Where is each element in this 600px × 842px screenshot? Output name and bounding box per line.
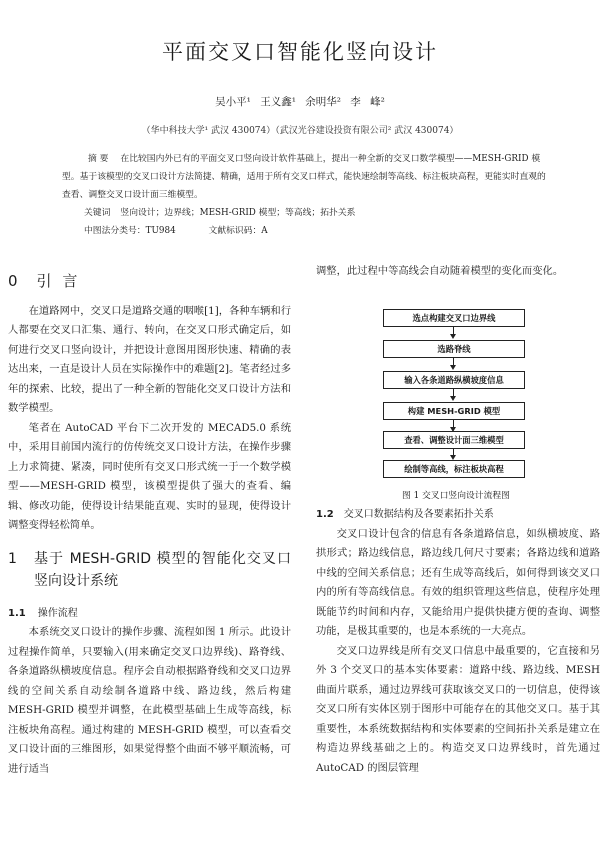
section-1-heading [8, 548, 291, 592]
intro-paragraph-1: 在道路网中，交叉口是道路交通的咽喉[1]，各种车辆和行人都要在交叉口汇集、通行、转向，在交叉口形式确定后，如何进行交叉口竖向设计，并把设计意图用图形快速、精确的表达出来，一直是设计人员在实际操作中的难题[2]。笔者经过多年的探索、比较，提出了一种全新的智能化交叉口设计方法和数学模型。 [8, 304, 291, 414]
right-column-top [316, 262, 600, 282]
flow-step-6: 绘制等高线，标注板块高程 [383, 460, 525, 478]
section-0-number: 0 [8, 272, 21, 290]
clc-label: 中图法分类号： [84, 226, 146, 236]
workflow-paragraph: 本系统交叉口设计的操作步骤、流程如图 1 所示。此设计过程操作简单，只要输入(用来确定交叉口边界线)、路脊线、各条道路纵横坡度信息。程序会自动根据路脊线和交叉口边界线的空间关系自动绘制各道路中线、路边线，然后构建 MESH-GRID 模型并调整，在此模型基础上生成等高线，标注板块角高程。通过构建的 MESH-GRID 模型，可以查看交叉口设计面的三维图形，如果觉得整个曲面不够平顺流畅，可进行适当 [8, 626, 291, 775]
subsection-1-2-number: 1.2 [316, 509, 334, 520]
section-0-heading [8, 272, 291, 292]
subsection-1-1-heading [8, 604, 291, 624]
flow-step-2: 选路脊线 [383, 340, 525, 358]
abstract-label: 摘 要 [88, 154, 109, 164]
flow-step-1: 选点构建交叉口边界线 [383, 309, 525, 327]
flow-arrowhead-2 [450, 365, 456, 370]
subsection-1-2-heading [316, 505, 600, 525]
right-column-bottom [316, 505, 600, 778]
flow-arrowhead-3 [450, 396, 456, 401]
doc-label: 文献标识码： [208, 226, 262, 236]
data-structure-paragraph-2: 交叉口边界线是所有交叉口信息中最重要的，它直接和另外 3 个交叉口的基本实体要素：道路中线、路边线、MESH 曲面片联系，通过边界线可获取该交叉口的一切信息，使得该交叉口所有实体区别于图形中可能存在的其他交叉口。基于其重要性，本系统数据结构和实体要素的空间拓扑关系是建立在构造边界线基础之上的。构造交叉口边界线时，首先通过 AutoCAD 的图层管理 [316, 644, 600, 774]
subsection-1-1-title: 操作流程 [37, 607, 78, 619]
subsection-1-2-title: 交叉口数据结构及各要素拓扑关系 [343, 509, 494, 520]
abstract-text: 在比较国内外已有的平面交叉口竖向设计软件基础上，提出一种全新的交叉口数学模型——MESH-GRID 模型。基于该模型的交叉口设计方法简捷、精确，适用于所有交叉口样式，能快速绘制等高线、标注板块高程，更能实时直观的查看、调整交叉口设计面三维模型。 [62, 154, 546, 200]
subsection-1-1-number: 1.1 [8, 607, 26, 619]
keywords-text: 竖向设计；边界线；MESH-GRID 模型；等高线；拓扑关系 [120, 208, 356, 218]
clc-value: TU984 [145, 226, 176, 236]
flow-step-3: 输入各条道路纵横坡度信息 [383, 371, 525, 389]
classification [84, 222, 554, 240]
abstract [62, 150, 550, 204]
flow-step-5: 查看、调整设计面三维模型 [383, 431, 525, 449]
figure-caption: 图 1 交叉口竖向设计流程图 [402, 491, 510, 501]
keywords-label: 关键词 [84, 208, 111, 218]
paper-title: 平面交叉口智能化竖向设计 [162, 40, 438, 64]
keywords [84, 204, 554, 222]
flow-step-4: 构建 MESH-GRID 模型 [383, 402, 525, 420]
continued-paragraph: 调整，此过程中等高线会自动随着模型的变化而变化。 [316, 265, 564, 277]
doc-value: A [261, 226, 268, 236]
authors: 吴小平¹ 王义鑫¹ 余明华² 李 峰² [215, 96, 385, 108]
section-0-title: 引 言 [36, 272, 81, 290]
section-1-number: 1 [8, 550, 17, 567]
section-1-title: 基于 MESH-GRID 模型的智能化交叉口竖向设计系统 [34, 550, 291, 589]
flow-arrowhead-1 [450, 334, 456, 339]
data-structure-paragraph-1: 交叉口设计包含的信息有各条道路信息，如纵横坡度、路拱形式；路边线信息，路边线几何尺寸要素；各路边线和道路中线的空间关系信息；还有生成等高线后，如何得到该交叉口内的所有等高线信息。有效的组织管理这些信息，使程序处理既能节约时间和内存，又能给用户提供快捷方便的查询、调整功能，是极其重要的，也是本系统的一大亮点。 [316, 527, 600, 637]
affiliation: （华中科技大学¹ 武汉 430074）（武汉光谷建设投资有限公司² 武汉 430074） [141, 126, 459, 136]
left-column [8, 272, 291, 779]
intro-paragraph-2: 笔者在 AutoCAD 平台下二次开发的 MECAD5.0 系统中，采用目前国内流行的仿传统交叉口设计方法，在操作步骤上力求简捷、紧凑，同时使所有交叉口形式统一于一个数学模型——MESH-GRID 模型，该模型提供了强大的查看、编辑、修改功能，使得设计结果能直观、实时的显现，使得设计调整变得轻松简单。 [8, 421, 291, 531]
